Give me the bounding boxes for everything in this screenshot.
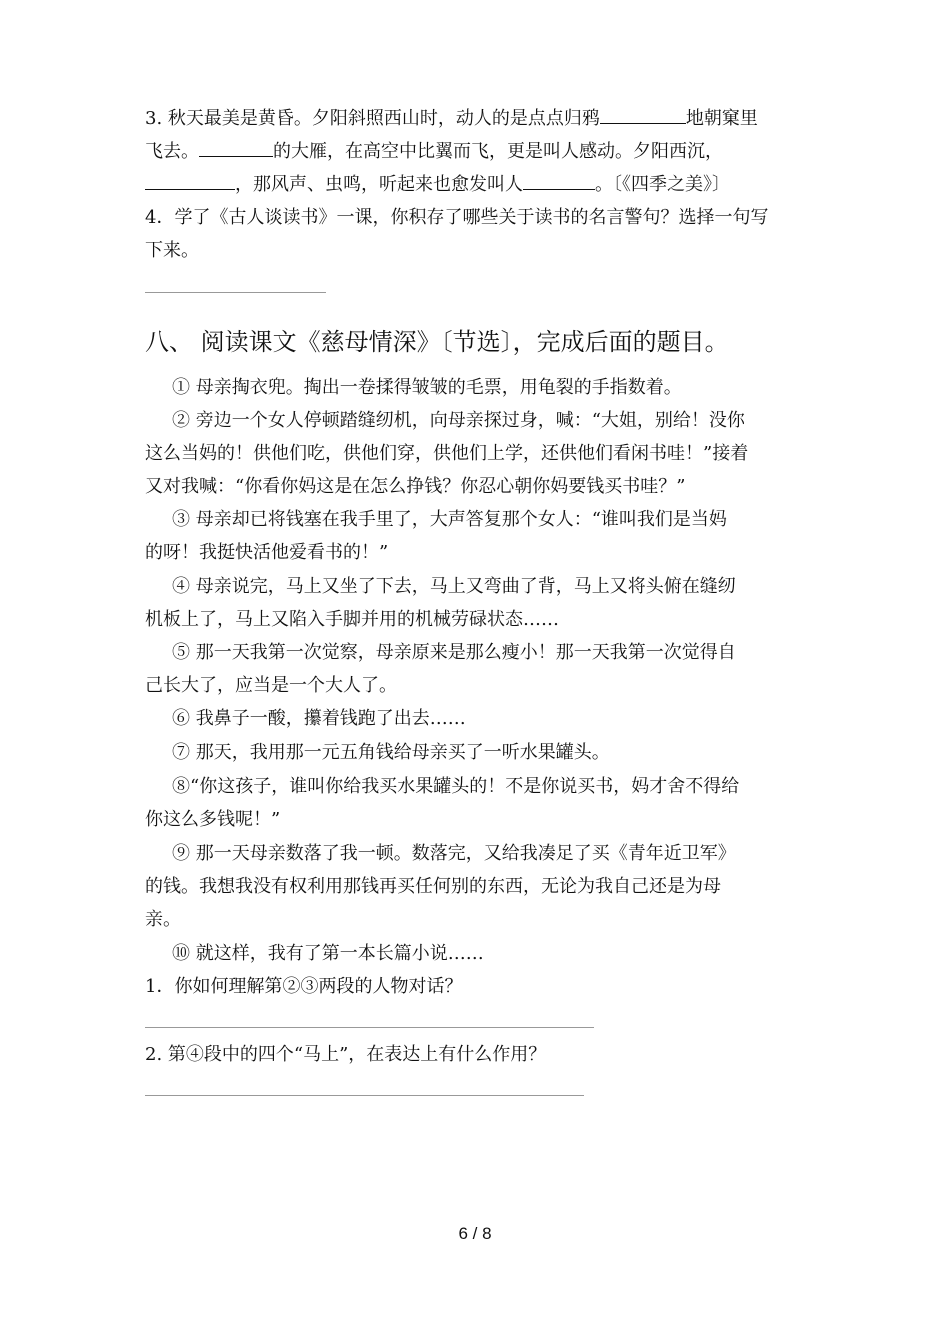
q3-text: 的大雁，在高空中比翼而飞，更是叫人感动。夕阳西沉， (273, 141, 723, 162)
q3-text: 3. 秋天最美是黄昏。夕阳斜照西山时，动人的是点点归鸦 (145, 108, 600, 129)
q4-line-2: 下来。 (145, 240, 199, 261)
question-1: 1．你如何理解第②③两段的人物对话？ (145, 976, 463, 997)
passage-paragraph-9: ⑨ 那一天母亲数落了我一顿。数落完，又给我凑足了买《青年近卫军》 (172, 843, 736, 864)
passage-paragraph-5-cont: 己长大了，应当是一个大人了。 (145, 675, 397, 696)
answer-blank[interactable] (199, 138, 273, 157)
passage-paragraph-6: ⑥ 我鼻子一酸，攥着钱跑了出去…… (172, 708, 466, 729)
passage-paragraph-8-cont: 你这么多钱呢！” (145, 809, 281, 830)
q3-line-1 (145, 105, 758, 131)
section-heading: 八、 阅读课文《慈母情深》〔节选〕，完成后面的题目。 (145, 328, 729, 356)
passage-paragraph-10: ⑩ 就这样，我有了第一本长篇小说…… (172, 943, 484, 964)
question-2-answer-line[interactable] (145, 1095, 584, 1096)
passage-paragraph-4: ④ 母亲说完，马上又坐了下去，马上又弯曲了背，马上又将头俯在缝纫 (172, 576, 736, 597)
question-2: 2. 第④段中的四个“马上”，在表达上有什么作用？ (145, 1044, 547, 1065)
q4-line-1: 4．学了《古人谈读书》一课，你积存了哪些关于读书的名言警句？选择一句写 (145, 207, 769, 228)
passage-paragraph-4-cont: 机板上了，马上又陷入手脚并用的机械劳碌状态…… (145, 609, 559, 630)
q3-text: 飞去。 (145, 141, 199, 162)
q4-answer-line[interactable] (145, 292, 326, 293)
passage-paragraph-3-cont: 的呀！我挺快活他爱看书的！” (145, 542, 389, 563)
answer-blank[interactable] (523, 171, 595, 190)
q3-text: 地朝窠里 (685, 108, 758, 129)
passage-paragraph-7: ⑦ 那天，我用那一元五角钱给母亲买了一听水果罐头。 (172, 742, 610, 763)
passage-paragraph-8: ⑧“你这孩子，谁叫你给我买水果罐头的！不是你说买书，妈才舍不得给 (172, 776, 740, 797)
passage-paragraph-1: ① 母亲掏衣兜。掏出一卷揉得皱皱的毛票，用龟裂的手指数着。 (172, 377, 682, 398)
q3-text: ，那风声、虫鸣，听起来也愈发叫人 (235, 174, 523, 195)
passage-paragraph-9-cont: 亲。 (145, 909, 181, 930)
passage-paragraph-5: ⑤ 那一天我第一次觉察，母亲原来是那么瘦小！那一天我第一次觉得自 (172, 642, 736, 663)
answer-blank[interactable] (600, 105, 686, 124)
answer-blank[interactable] (145, 171, 235, 190)
question-1-answer-line[interactable] (145, 1027, 594, 1028)
q3-line-3 (145, 171, 730, 197)
q3-line-2 (145, 138, 723, 164)
q3-text: 。〔《四季之美》〕 (595, 174, 730, 195)
page-number: 6 / 8 (458, 1224, 492, 1243)
passage-paragraph-2: ② 旁边一个女人停顿踏缝纫机，向母亲探过身，喊：“大姐，别给！没你 (172, 410, 745, 431)
passage-paragraph-2-cont: 又对我喊：“你看你妈这是在怎么挣钱？你忍心朝你妈要钱买书哇？” (145, 476, 686, 497)
passage-paragraph-3: ③ 母亲却已将钱塞在我手里了，大声答复那个女人：“谁叫我们是当妈 (172, 509, 727, 530)
passage-paragraph-9-cont: 的钱。我想我没有权利用那钱再买任何别的东西，无论为我自己还是为母 (145, 876, 721, 897)
passage-paragraph-2-cont: 这么当妈的！供他们吃，供他们穿，供他们上学，还供他们看闲书哇！”接着 (145, 443, 749, 464)
